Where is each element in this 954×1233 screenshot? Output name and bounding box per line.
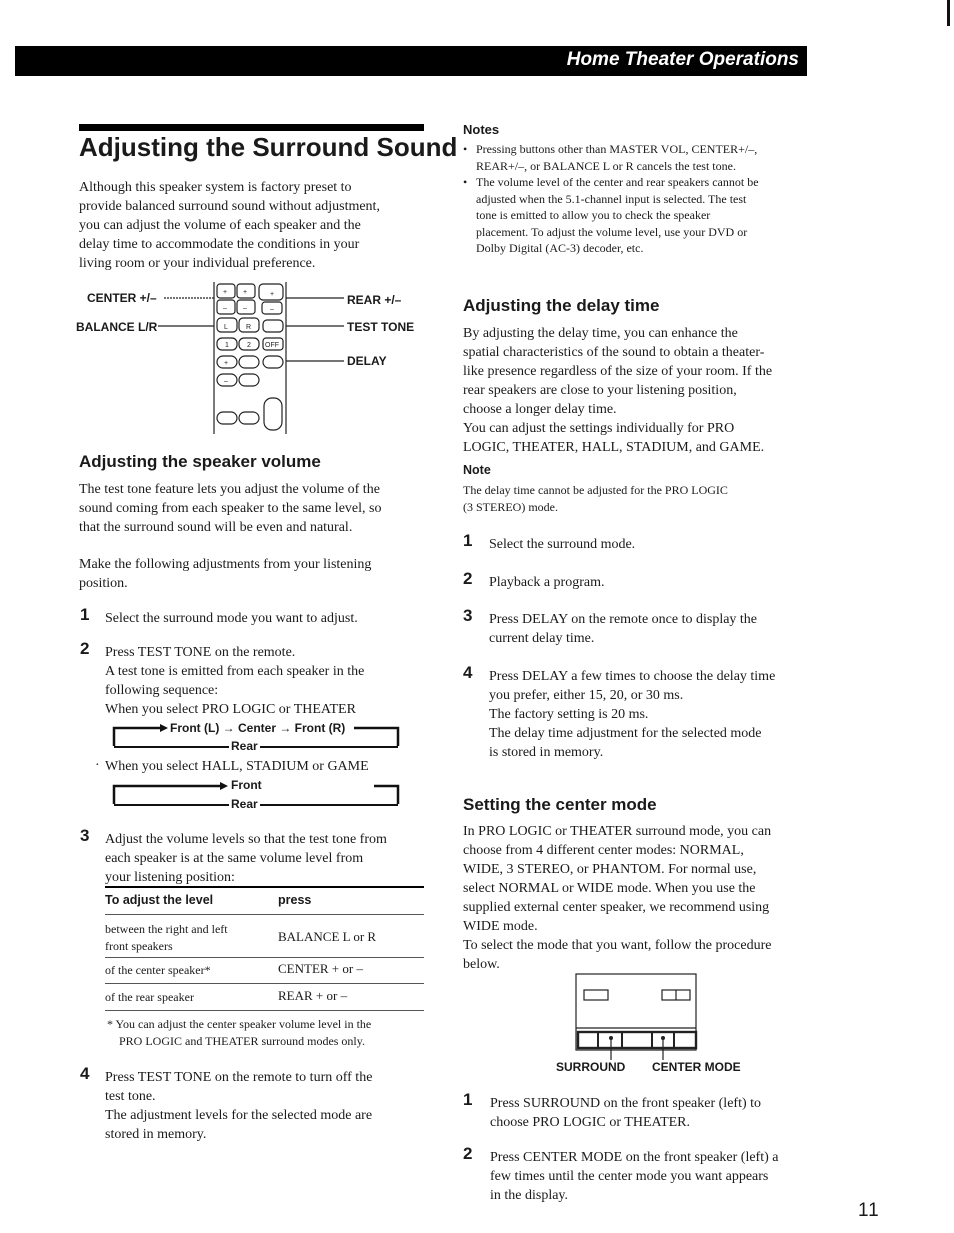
note-line: REAR+/–, or BALANCE L or R cancels the test tone. (476, 158, 736, 173)
step-text (105, 643, 425, 719)
step-line: The adjustment levels for the selected mode are (105, 1108, 373, 1123)
bullet: • (463, 142, 468, 156)
step-text: Select the surround mode you want to adjust. (105, 611, 358, 626)
step-line: choose PRO LOGIC or THEATER. (490, 1115, 691, 1130)
step-line: Press CENTER MODE on the front speaker (left) a (490, 1150, 779, 1165)
delay-paragraph (463, 324, 813, 457)
para-line: In PRO LOGIC or THEATER surround mode, you can (463, 824, 772, 839)
table-bottom-rule (105, 1010, 424, 1011)
step-text (489, 610, 757, 648)
para-line: rear speakers are close to your listening position, (463, 383, 737, 398)
key-plus-2: + (243, 289, 248, 296)
step-text: Playback a program. (489, 575, 605, 590)
para-line: position. (79, 576, 128, 591)
note-line: placement. To adjust the volume level, use your DVD or (476, 224, 748, 239)
para-line: select NORMAL or WIDE mode. When you use the (463, 881, 756, 896)
key-delay-plus: + (224, 360, 229, 367)
step-number: 1 (80, 605, 90, 624)
key-l: L (224, 324, 228, 331)
title-rule (79, 124, 424, 131)
step-line: following sequence: (105, 683, 219, 698)
table-top-rule (105, 886, 424, 888)
notes-list (463, 141, 813, 257)
step-line: When you select PRO LOGIC or THEATER (105, 702, 356, 717)
step-line: Press TEST TONE on the remote. (105, 645, 296, 660)
para-line: Make the following adjustments from your listening (79, 557, 372, 572)
sequence1-bottom: Rear (231, 739, 258, 753)
step-number: 2 (463, 569, 473, 588)
intro-line: delay time to accommodate the conditions in your (79, 237, 360, 252)
label-balance: BALANCE L/R (76, 320, 158, 334)
intro-line: living room or your individual preference. (79, 256, 316, 271)
step-number: 1 (463, 531, 473, 550)
step-number: 2 (80, 639, 90, 658)
section-banner-title: Home Theater Operations (566, 49, 799, 70)
heading-speaker-volume: Adjusting the speaker volume (79, 452, 321, 471)
table-row-2-what: of the rear speaker (105, 990, 194, 1004)
step-text: Select the surround mode. (489, 537, 636, 552)
step-line: your listening position: (105, 870, 235, 885)
intro-line: provide balanced surround sound without adjustment, (79, 199, 380, 214)
step-line: Adjust the volume levels so that the test tone from (105, 832, 387, 847)
bullet-dot: · (95, 758, 100, 773)
para-line: below. (463, 957, 500, 972)
table-row-2-press: REAR + or – (278, 988, 348, 1003)
label-rear: REAR +/– (347, 293, 402, 307)
sequence2-bottom: Rear (231, 797, 258, 811)
key-2: 2 (247, 342, 251, 349)
key-minus-2: – (243, 305, 247, 312)
step-line: each speaker is at the same volume level from (105, 851, 364, 866)
note-line: (3 STEREO) mode. (463, 499, 558, 514)
step-number: 4 (463, 663, 473, 682)
notes-heading: Notes (463, 122, 500, 137)
table-row-1-press: CENTER + or – (278, 961, 363, 976)
note-line: Pressing buttons other than MASTER VOL, CENTER+/–, (476, 142, 758, 156)
para-line: WIDE, 3 STEREO, or PHANTOM. For normal use, (463, 862, 757, 877)
note-line: Dolby Digital (AC-3) decoder, etc. (476, 241, 644, 255)
step-line: few times until the center mode you want appears (490, 1169, 769, 1184)
heading-delay-time: Adjusting the delay time (463, 296, 660, 315)
intro-paragraph (79, 178, 424, 273)
intro-line: you can adjust the volume of each speaker and the (79, 218, 361, 233)
step-line: Press TEST TONE on the remote to turn off the (105, 1070, 373, 1085)
delay-note (463, 482, 728, 515)
note-line: adjusted when the 5.1-channel input is selected. The test (476, 191, 747, 206)
step-number: 1 (463, 1090, 473, 1109)
note-item (463, 174, 813, 257)
key-1: 1 (225, 342, 229, 349)
heading-center-mode: Setting the center mode (463, 795, 657, 814)
table-rule (105, 983, 424, 984)
speaker-volume-para1 (79, 480, 424, 537)
label-center: CENTER +/– (87, 291, 157, 305)
bullet: • (463, 175, 468, 189)
key-r: R (246, 324, 252, 331)
step-line: Press DELAY a few times to choose the delay time (489, 669, 776, 684)
step-line: The factory setting is 20 ms. (489, 707, 649, 722)
para-line: supplied external center speaker, we recommend using (463, 900, 770, 915)
table-row-0-what (105, 921, 228, 954)
remote-control-diagram (150, 278, 350, 438)
page-title: Adjusting the Surround Sound (79, 132, 458, 162)
step-line: stored in memory. (105, 1127, 207, 1142)
para-line: By adjusting the delay time, you can enhance the (463, 326, 738, 341)
note-line: tone is emitted to allow you to check the speaker (476, 208, 711, 222)
step-number: 4 (80, 1064, 90, 1083)
table-row-1-what: of the center speaker* (105, 963, 211, 977)
sequence2-top: Front (231, 778, 262, 792)
note-line: The volume level of the center and rear speakers cannot be (476, 175, 759, 189)
cell-line: front speakers (105, 938, 173, 953)
step-line: Press DELAY on the remote once to display the (489, 612, 758, 627)
para-line: sound coming from each speaker to the same level, so (79, 501, 382, 516)
para-line: spatial characteristics of the sound to obtain a theater- (463, 345, 765, 360)
key-minus-1: – (223, 305, 227, 312)
cell-line: between the right and left (105, 922, 228, 936)
key-plus-1: + (223, 289, 228, 296)
step-number: 2 (463, 1144, 473, 1163)
key-off: OFF (265, 342, 279, 349)
para-line: To select the mode that you want, follow the procedure (463, 938, 772, 953)
step-line: The delay time adjustment for the selected mode (489, 726, 762, 741)
table-footnote (107, 1016, 371, 1049)
intro-line: Although this speaker system is factory preset to (79, 180, 352, 195)
footnote-line: * You can adjust the center speaker volume level in the (107, 1017, 372, 1031)
step-line: you prefer, either 15, 20, or 30 ms. (489, 688, 684, 703)
center-mode-paragraph (463, 822, 813, 974)
label-center-mode: CENTER MODE (652, 1060, 741, 1074)
step-number: 3 (463, 606, 473, 625)
key-minus-3: – (270, 306, 274, 313)
section-banner (15, 46, 807, 76)
table-header-what: To adjust the level (105, 893, 214, 907)
note-item (463, 141, 813, 174)
step-line: A test tone is emitted from each speaker in the (105, 664, 365, 679)
sequence1-top: Front (L) → Center → Front (R) (170, 721, 346, 735)
para-line: like presence regardless of the size of your room. If the (463, 364, 773, 379)
step-line: When you select HALL, STADIUM or GAME (105, 759, 369, 774)
table-rule (105, 914, 424, 915)
table-row-0-press: BALANCE L or R (278, 929, 377, 944)
delay-note-heading: Note (463, 463, 491, 477)
step-number: 3 (80, 826, 90, 845)
footnote-line: PRO LOGIC and THEATER surround modes only. (119, 1033, 365, 1048)
page-number: 11 (858, 1200, 880, 1221)
step-line: current delay time. (489, 631, 595, 646)
step-text (490, 1094, 761, 1132)
key-delay-minus: – (224, 378, 228, 385)
para-line: LOGIC, THEATER, HALL, STADIUM, and GAME. (463, 440, 765, 455)
step-text (489, 667, 775, 762)
step-line: Press SURROUND on the front speaker (left) to (490, 1096, 762, 1111)
para-line: choose a longer delay time. (463, 402, 617, 417)
key-plus-3: + (270, 291, 275, 298)
table-header-press: press (278, 893, 312, 907)
front-panel-diagram (574, 972, 700, 1060)
step-text (490, 1148, 778, 1205)
step-line: test tone. (105, 1089, 156, 1104)
para-line: You can adjust the settings individually for PRO (463, 421, 735, 436)
label-surround: SURROUND (556, 1060, 626, 1074)
step-text (105, 1068, 425, 1144)
para-line: that the surround sound will be even and natural. (79, 520, 353, 535)
para-line: The test tone feature lets you adjust the volume of the (79, 482, 380, 497)
page-edge-mark (947, 0, 950, 26)
note-line: The delay time cannot be adjusted for the PRO LOGIC (463, 483, 728, 497)
step-line: is stored in memory. (489, 745, 604, 760)
para-line: choose from 4 different center modes: NORMAL, (463, 843, 744, 858)
label-test-tone: TEST TONE (347, 320, 415, 334)
table-rule (105, 957, 424, 958)
label-delay: DELAY (347, 354, 387, 368)
step-text (105, 830, 430, 887)
para-line: WIDE mode. (463, 919, 538, 934)
step-line: in the display. (490, 1188, 569, 1203)
speaker-volume-para2 (79, 555, 424, 593)
